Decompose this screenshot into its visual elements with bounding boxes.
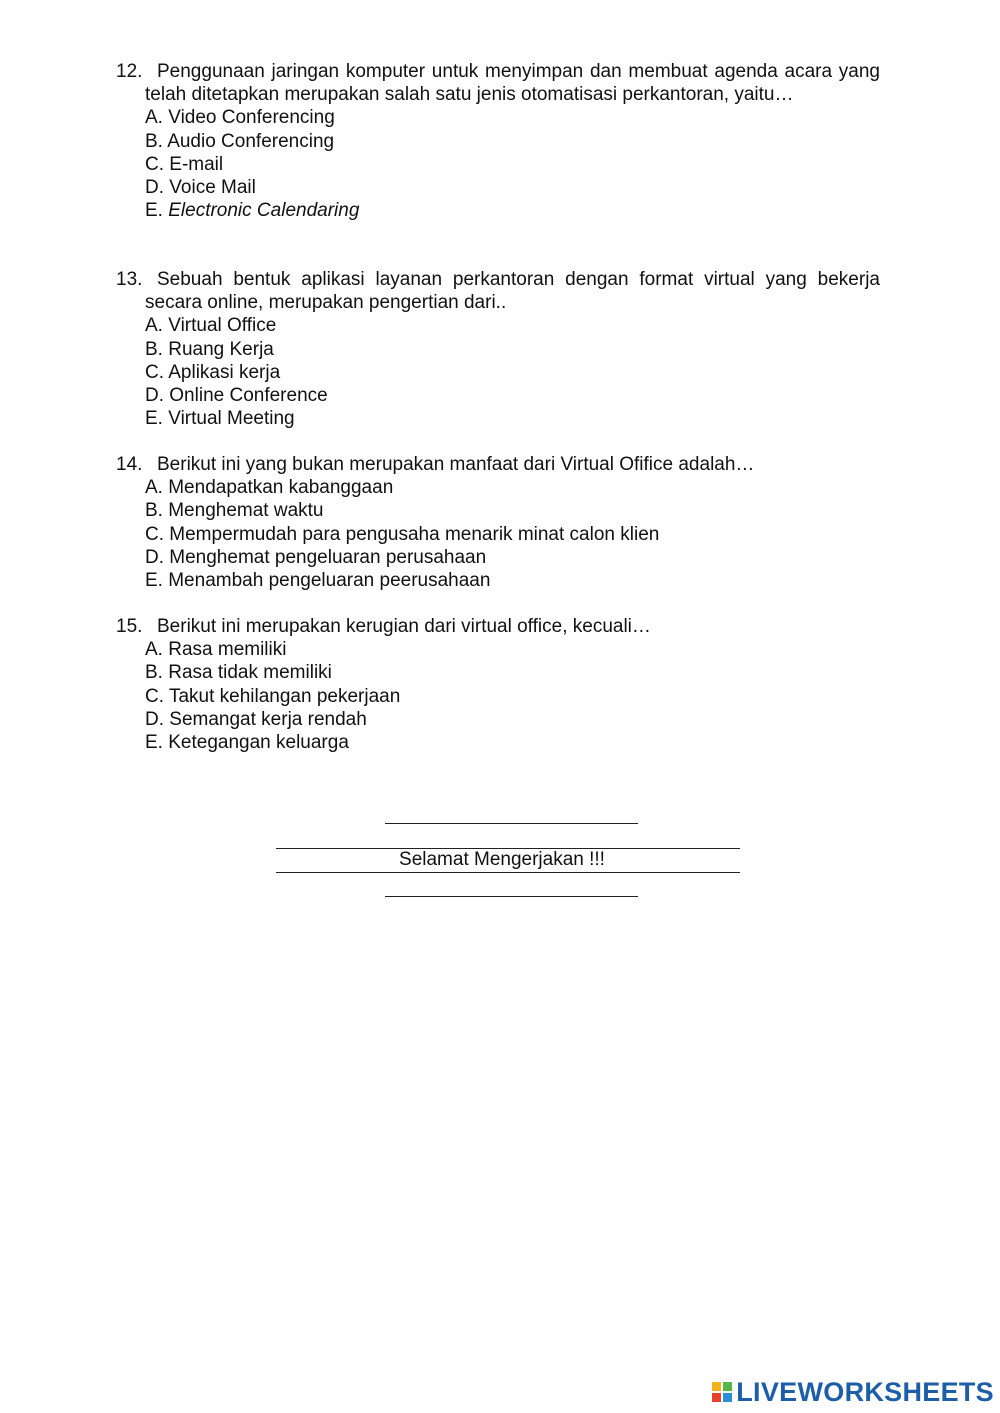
option-text: Ruang Kerja xyxy=(168,338,274,360)
option-text: Electronic Calendaring xyxy=(168,200,360,222)
liveworksheets-brand xyxy=(712,1375,994,1409)
option-text: Ketegangan keluarga xyxy=(168,732,349,754)
option-text: Virtual Meeting xyxy=(168,408,295,430)
question-text: Berikut ini merupakan kerugian dari virtual office, kecuali… xyxy=(157,616,651,637)
option-letter: D. xyxy=(145,177,164,199)
option-text: Rasa memiliki xyxy=(168,639,287,661)
option-b[interactable] xyxy=(116,130,880,153)
question-text: Penggunaan jaringan komputer untuk menyimpan dan membuat agenda acara yang telah ditetapkan merupakan salah satu jenis otomatisasi perkantoran, yaitu… xyxy=(145,61,880,106)
option-b[interactable] xyxy=(116,661,880,684)
option-letter: B. xyxy=(145,662,163,684)
option-letter: B. xyxy=(145,338,163,360)
option-a[interactable] xyxy=(116,638,880,661)
option-text: Mendapatkan kabanggaan xyxy=(168,477,394,499)
option-c[interactable] xyxy=(116,685,880,708)
option-c[interactable] xyxy=(116,153,880,176)
option-text: Video Conferencing xyxy=(168,107,335,129)
option-text: Menghemat waktu xyxy=(168,500,324,522)
option-text: Voice Mail xyxy=(169,177,256,199)
option-a[interactable] xyxy=(116,314,880,337)
question-number: 14. xyxy=(116,454,143,475)
divider-line xyxy=(385,896,638,897)
option-e[interactable] xyxy=(116,731,880,754)
logo-square xyxy=(723,1382,732,1391)
question-number: 15. xyxy=(116,616,143,637)
divider-line xyxy=(276,872,740,873)
option-text: Online Conference xyxy=(169,385,328,407)
option-letter: A. xyxy=(145,107,163,129)
logo-square xyxy=(712,1382,721,1391)
option-e[interactable] xyxy=(116,569,880,592)
option-letter: E. xyxy=(145,570,163,592)
option-d[interactable] xyxy=(116,708,880,731)
option-letter: C. xyxy=(145,153,164,175)
option-b[interactable] xyxy=(116,338,880,361)
option-text: Semangat kerja rendah xyxy=(169,708,367,730)
divider-line xyxy=(385,823,638,824)
option-d[interactable] xyxy=(116,546,880,569)
closing-message: Selamat Mengerjakan !!! xyxy=(399,849,605,870)
option-a[interactable] xyxy=(116,476,880,499)
option-letter: E. xyxy=(145,732,163,754)
option-c[interactable] xyxy=(116,523,880,546)
option-letter: A. xyxy=(145,477,163,499)
option-letter: A. xyxy=(145,315,163,337)
question-text: Sebuah bentuk aplikasi layanan perkantoran dengan format virtual yang bekerja secara online, merupakan pengertian dari.. xyxy=(145,269,880,314)
option-d[interactable] xyxy=(116,176,880,199)
option-letter: E. xyxy=(145,200,163,222)
option-letter: B. xyxy=(145,130,163,152)
question-13 xyxy=(116,268,880,430)
option-d[interactable] xyxy=(116,384,880,407)
question-15 xyxy=(116,615,880,754)
question-text: Berikut ini yang bukan merupakan manfaat dari Virtual Ofifice adalah… xyxy=(157,454,755,475)
option-text: Menghemat pengeluaran perusahaan xyxy=(169,546,487,568)
option-letter: B. xyxy=(145,500,163,522)
question-number: 13. xyxy=(116,269,143,290)
brand-name: LIVEWORKSHEETS xyxy=(736,1376,994,1407)
option-text: Audio Conferencing xyxy=(167,130,335,152)
option-c[interactable] xyxy=(116,361,880,384)
option-text: Aplikasi kerja xyxy=(168,361,281,383)
option-b[interactable] xyxy=(116,499,880,522)
question-14 xyxy=(116,453,880,592)
option-letter: D. xyxy=(145,708,164,730)
logo-square xyxy=(712,1393,721,1402)
option-letter: C. xyxy=(145,523,164,545)
option-letter: D. xyxy=(145,546,164,568)
question-number: 12. xyxy=(116,61,143,82)
liveworksheets-logo-icon xyxy=(712,1382,732,1402)
option-letter: C. xyxy=(145,361,164,383)
option-letter: E. xyxy=(145,408,163,430)
option-e[interactable] xyxy=(116,407,880,430)
option-text: Rasa tidak memiliki xyxy=(168,662,332,684)
logo-square xyxy=(723,1393,732,1402)
option-text: Takut kehilangan pekerjaan xyxy=(168,685,401,707)
option-text: Menambah pengeluaran peerusahaan xyxy=(168,570,491,592)
option-text: E-mail xyxy=(169,153,224,175)
option-a[interactable] xyxy=(116,106,880,129)
option-e[interactable] xyxy=(116,199,880,222)
option-letter: A. xyxy=(145,639,163,661)
option-text: Mempermudah para pengusaha menarik minat calon klien xyxy=(169,523,660,545)
option-letter: C. xyxy=(145,685,164,707)
option-text: Virtual Office xyxy=(168,315,277,337)
option-letter: D. xyxy=(145,385,164,407)
question-12 xyxy=(116,60,880,222)
